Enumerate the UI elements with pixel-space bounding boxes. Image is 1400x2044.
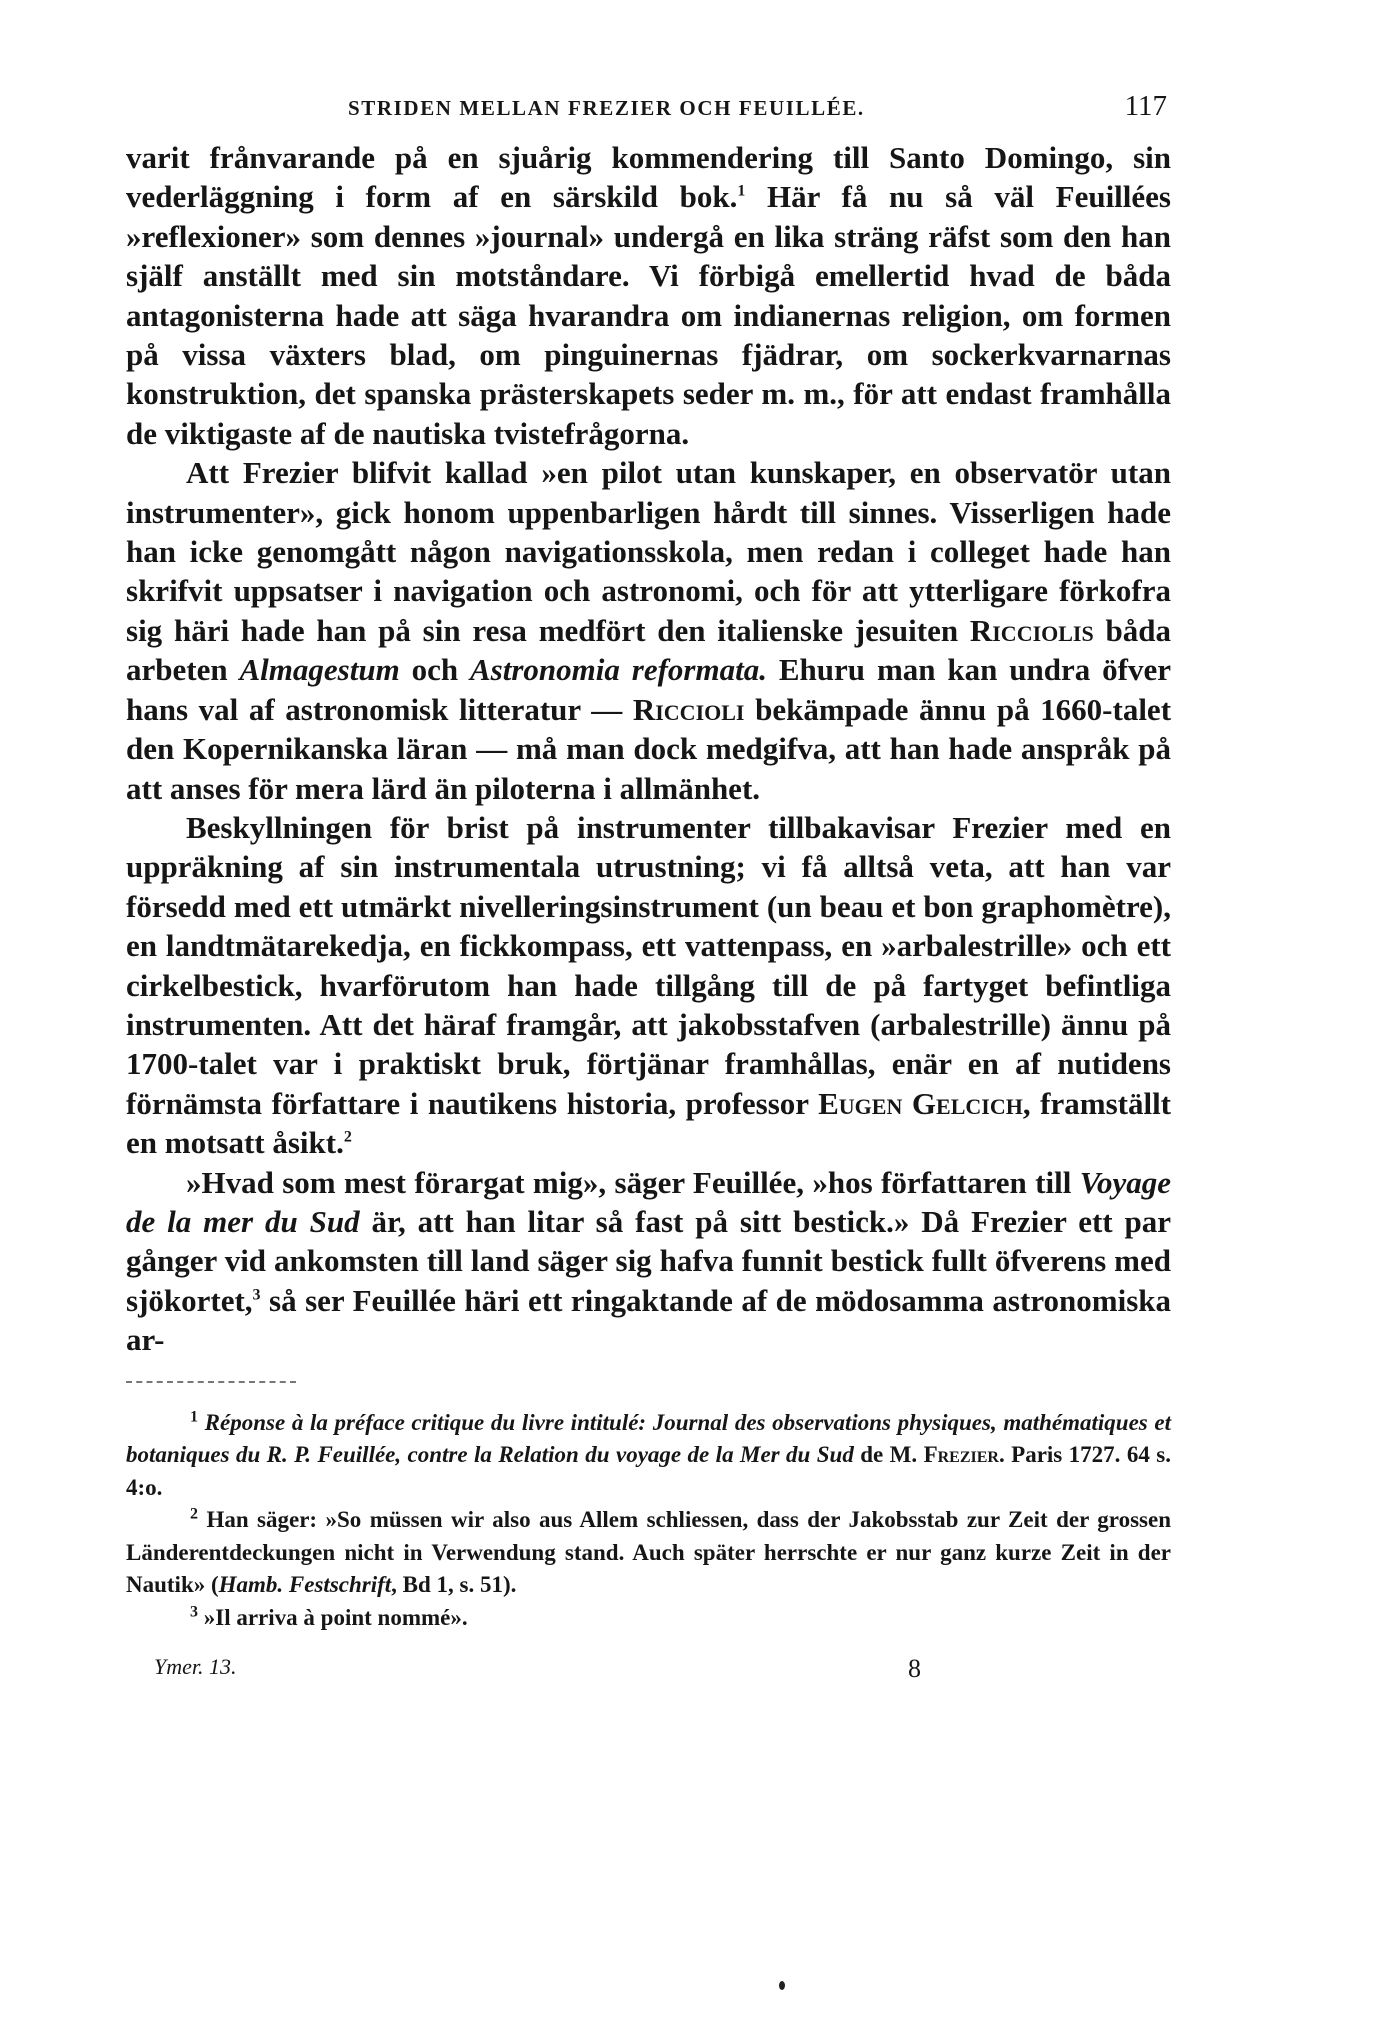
title-voyage: Voyage de la mer du Sud <box>126 1164 1171 1239</box>
paragraph-1 <box>126 138 1171 453</box>
paragraph-4-text-b: är, att han litar så fast på sitt bestick.» Då Frezier ett par gånger vid ankomsten till land säger sig hafva funnit bestick fullt öfverens med sjökortet, <box>126 1203 1171 1318</box>
author-riccioli-possessive: Ricciolis <box>969 612 1094 648</box>
body-text <box>126 138 1171 1360</box>
footnote-2-mark: 2 <box>190 1505 198 1523</box>
paragraph-4-text-c: så ser Feuillée häri ett ringaktande af de mödosamma astronomiska ar- <box>126 1282 1171 1358</box>
paragraph-4-text-a: »Hvad som mest förargat mig», säger Feuillée, »hos författaren till <box>186 1164 1080 1200</box>
footnote-2-source: Hamb. Festschrift <box>218 1572 392 1598</box>
sheet-number: 8 <box>908 1654 921 1684</box>
footnote-ref-2: 2 <box>343 1128 352 1146</box>
author-riccioli: Riccioli <box>632 691 745 727</box>
author-gelcich: Eugen Gelcich <box>818 1085 1023 1121</box>
footnote-ref-3: 3 <box>252 1286 261 1304</box>
footnote-1 <box>126 1407 1171 1505</box>
journal-signature: Ymer. 13. <box>154 1654 237 1680</box>
book-page <box>126 90 1171 1684</box>
paragraph-2-text-a: Att Frezier blifvit kallad »en pilot utan kunskaper, en observatör utan instrumenter», gick honom uppenbarligen hårdt till sinnes. Visserligen hade han icke genomgått någon navigationsskola, men redan i colleget hade han skrifvit uppsatser i navigation och astronomi, och för att ytterligare förkofra sig häri hade han på sin resa medfört den italienske jesuiten <box>126 455 1171 648</box>
paragraph-1-text-a: varit frånvarande på en sjuårig kommendering till Santo Domingo, sin vederläggning i form af en särskild bok. <box>126 140 1171 215</box>
footnote-2-text-a: Han säger: »So müssen wir also aus Allem schliessen, dass der Jakobsstab zur Zeit der grossen Länderentdeckungen nicht in Verwendung stand. Auch später herrschte er nur ganz kurze Zeit in der Nautik» ( <box>126 1507 1172 1598</box>
paragraph-2-text-d: Ehuru man kan undra öfver hans val af astronomisk litteratur — <box>126 652 1172 727</box>
paragraph-3-text-b: , framställt en motsatt åsikt. <box>126 1085 1172 1161</box>
footnote-ref-1: 1 <box>737 183 746 201</box>
title-almagestum: Almagestum <box>239 652 400 688</box>
footnote-2-text-b: , Bd 1, s. 51). <box>391 1572 517 1598</box>
paragraph-2 <box>126 453 1171 808</box>
footnote-1-author: Frezier <box>923 1442 999 1468</box>
footnote-3-mark: 3 <box>190 1602 198 1620</box>
footnote-3-text: »Il arriva à point nommé». <box>203 1604 468 1630</box>
paragraph-4 <box>126 1163 1171 1360</box>
footnote-3 <box>126 1602 1171 1635</box>
paragraph-1-text-b: Här få nu så väl Feuillées »reflexioner» som dennes »journal» undergå en lika sträng räfst som den han själf anställt med sin motståndare. Vi förbigå emellertid hvad de båda antagonisterna hade att säga hvarandra om indianernas religion, om formen på vissa växters blad, om pinguinernas fjädrar, om sockerkvarnarnas konstruktion, det spanska prästerskapets seder m. m., för att endast framhålla de viktigaste af de nautiska tvistefrågorna. <box>126 179 1171 451</box>
footnote-1-mark: 1 <box>190 1407 198 1425</box>
footnote-1-title: Réponse à la préface critique du livre intitulé: Journal des observations physiques, mathématiques et botaniques du R. P. Feuillée, contre la Relation du voyage de la Mer du Sud <box>126 1409 1172 1468</box>
running-head: STRIDEN MELLAN FREZIER OCH FEUILLÉE. <box>348 96 865 120</box>
title-astronomia-reformata: Astronomia reformata. <box>470 652 767 688</box>
ink-speck <box>779 1981 785 1990</box>
footnote-2 <box>126 1504 1171 1602</box>
footnotes <box>126 1407 1171 1635</box>
paragraph-3 <box>126 808 1171 1163</box>
paragraph-3-text-a: Beskyllningen för brist på instrumenter tillbakavisar Frezier med en uppräkning af sin instrumentala utrustning; vi få alltså veta, att han var försedd med ett utmärkt nivelleringsinstrument (un beau et bon graphomètre), en landtmätarekedja, en fickkompass, ett vattenpass, en »arbalestrille» och ett cirkelbestick, hvarförutom han hade tillgång till de på fartyget befintliga instrumenten. Att det häraf framgår, att jakobsstafven (arbalestrille) ännu på 1700-talet var i praktiskt bruk, förtjänar framhållas, enär en af nutidens förnämsta författare i nautikens historia, professor <box>126 809 1171 1121</box>
footnote-1-text-a: de M. <box>853 1442 924 1468</box>
page-number: 117 <box>1124 90 1167 122</box>
paragraph-2-text-b: båda arbeten <box>126 612 1172 688</box>
paragraph-2-text-e: bekämpade ännu på 1660-talet den Kopernikanska läran — må man dock medgifva, att han hade anspråk på att anses för mera lärd än piloterna i allmänhet. <box>126 691 1172 806</box>
paragraph-2-text-c: och <box>399 652 470 688</box>
footnote-1-text-b: . Paris 1727. 64 s. 4:o. <box>126 1442 1171 1500</box>
page-header <box>126 90 1171 138</box>
footnote-divider <box>126 1381 296 1383</box>
signature-line <box>126 1654 1171 1684</box>
